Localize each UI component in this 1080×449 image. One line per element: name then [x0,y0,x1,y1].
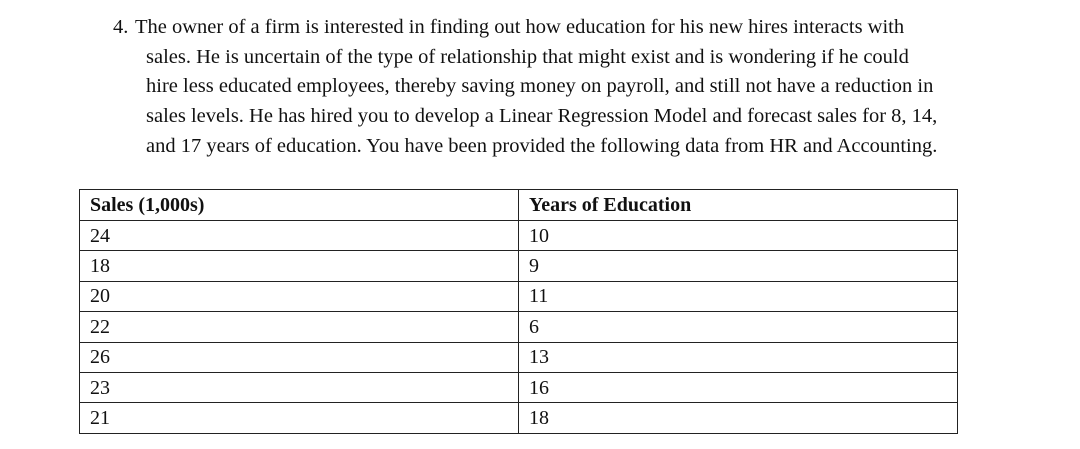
header-sales: Sales (1,000s) [80,190,519,221]
sales-cell: 20 [80,281,519,311]
table-header-row [80,190,958,221]
education-cell: 6 [519,312,958,342]
education-cell: 9 [519,251,958,281]
sales-cell: 22 [80,312,519,342]
table-row [80,281,958,311]
education-cell: 10 [519,221,958,251]
table-row [80,403,958,433]
education-cell: 11 [519,281,958,311]
education-cell: 18 [519,403,958,433]
question-line: sales levels. He has hired you to develop a Linear Regression Model and forecast sales for 8, 14, [146,105,938,127]
table-row [80,342,958,372]
question-line: sales. He is uncertain of the type of relationship that might exist and is wondering if he could [146,46,909,68]
header-years-of-education: Years of Education [519,190,958,221]
table-row [80,221,958,251]
question-line: hire less educated employees, thereby saving money on payroll, and still not have a reduction in [146,75,934,97]
data-table [79,189,958,434]
sales-cell: 26 [80,342,519,372]
education-cell: 16 [519,372,958,402]
sales-cell: 18 [80,251,519,281]
table-row [80,251,958,281]
sales-cell: 24 [80,221,519,251]
table-row [80,372,958,402]
table-row [80,312,958,342]
question-line: The owner of a firm is interested in finding out how education for his new hires interacts with [135,16,905,38]
sales-cell: 21 [80,403,519,433]
question-line: and 17 years of education. You have been provided the following data from HR and Accounting. [146,135,938,157]
question-number: 4. [113,16,129,38]
education-cell: 13 [519,342,958,372]
sales-cell: 23 [80,372,519,402]
